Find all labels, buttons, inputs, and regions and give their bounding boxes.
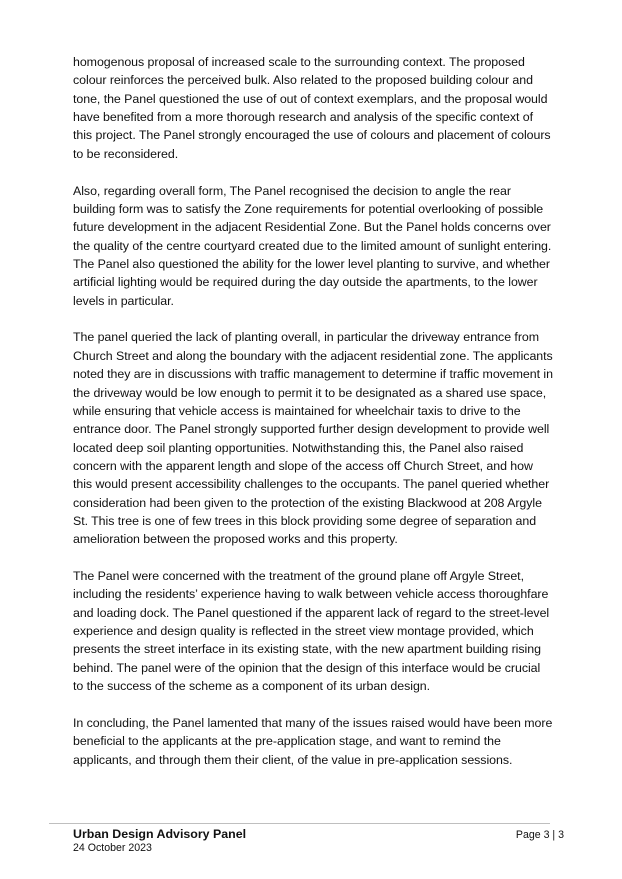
paragraph-colour: homogenous proposal of increased scale to the surrounding context. The proposed colour reinforces the perceived bulk. Also related to the proposed building colour and tone, the Panel questioned the use of out of context exemplars, and the proposal would have benefited from a more thorough research and analysis of the specific context of this project. The Panel strongly encouraged the use of colours and placement of colours to be reconsidered.	[73, 55, 551, 161]
paragraph-planting: The panel queried the lack of planting overall, in particular the driveway entrance from Church Street and along the boundary with the adjacent residential zone. The applicants noted they are in discussions with traffic management to determine if traffic movement in the driveway would be low enough to permit it to be designated as a shared use space, while ensuring that vehicle access is maintained for wheelchair taxis to drive to the entrance door. The Panel strongly supported further design development to provide well located deep soil planting opportunities. Notwithstanding this, the Panel also raised concern with the apparent length and slope of the access off Church Street, and how this would present accessibility challenges to the occupants. The panel queried whether consideration had been given to the protection of the existing Blackwood at 208 Argyle St. This tree is one of few trees in this block providing some degree of separation and amelioration between the proposed works and this property.	[73, 330, 553, 547]
footer-date: 24 October 2023	[73, 842, 152, 854]
document-body	[73, 53, 553, 788]
footer-title: Urban Design Advisory Panel	[73, 827, 247, 841]
paragraph-ground-plane: The Panel were concerned with the treatment of the ground plane off Argyle Street, including the residents’ experience having to walk between vehicle access thoroughfare and loading dock. The Panel questioned if the apparent lack of regard to the street-level experience and design quality is reflected in the street view montage provided, which presents the street interface in its existing state, with the new apartment building rising behind. The panel were of the opinion that the design of this interface would be crucial to the success of the scheme as a component of its urban design.	[73, 569, 550, 694]
paragraph-conclusion: In concluding, the Panel lamented that many of the issues raised would have been more beneficial to the applicants at the pre-application stage, and want to remind the applicants, and through them their client, of the value in pre-application sessions.	[73, 716, 553, 767]
paragraph-overall-form: Also, regarding overall form, The Panel recognised the decision to angle the rear building form was to satisfy the Zone requirements for potential overlooking of possible future development in the adjacent Residential Zone. But the Panel holds concerns over the quality of the centre courtyard created due to the limited amount of sunlight entering. The Panel also questioned the ability for the lower level planting to survive, and whether artificial lighting would be required during the day outside the apartments, to the lower levels in particular.	[73, 183, 552, 308]
page-number: Page 3 | 3	[515, 829, 564, 841]
footer-divider	[49, 823, 550, 824]
